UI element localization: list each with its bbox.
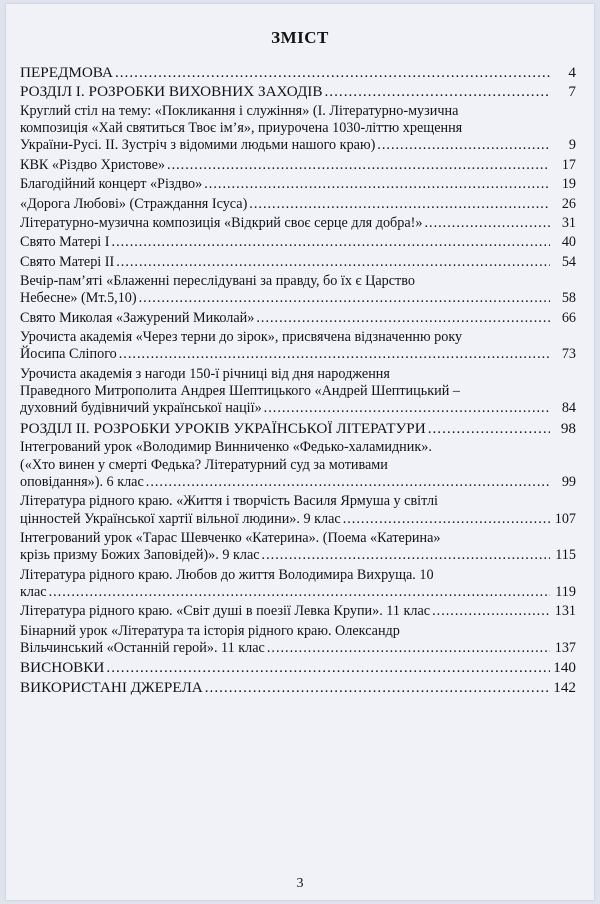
toc-entry bbox=[20, 603, 576, 620]
toc-entry-line: Інтегрований урок «Тарас Шевченко «Катерина». (Поема «Катерина» bbox=[20, 529, 441, 546]
toc-entry-title: оповідання»). 6 клас bbox=[20, 473, 144, 490]
toc-page-number: 26 bbox=[561, 195, 576, 212]
toc-entry bbox=[20, 103, 576, 155]
dot-leader bbox=[377, 137, 550, 154]
dot-leader bbox=[115, 64, 550, 81]
toc-entry-title: Благодійний концерт «Різдво» bbox=[20, 176, 203, 193]
toc-entry-title: РОЗДІЛ І. РОЗРОБКИ ВИХОВНИХ ЗАХОДІВ bbox=[20, 83, 323, 101]
dot-leader bbox=[167, 157, 550, 174]
toc-entry bbox=[20, 439, 576, 491]
toc-entry-line: Праведного Митрополита Андрея Шептицького «Андрей Шептицький – bbox=[20, 383, 460, 400]
toc-entry-final-line bbox=[20, 584, 576, 601]
toc-page-number: 4 bbox=[568, 64, 576, 81]
toc-entry bbox=[20, 493, 576, 528]
toc-entry-title: Свято Матері І bbox=[20, 234, 110, 251]
toc-page-number: 9 bbox=[568, 137, 576, 154]
page-title: ЗМІСТ bbox=[271, 28, 329, 47]
toc-entry bbox=[20, 530, 576, 565]
toc-section-entry bbox=[20, 679, 576, 696]
toc-entry-title: Вільчинський «Останній герой». 11 клас bbox=[20, 639, 265, 656]
toc-entry-title: крізь призму Божих Заповідей)». 9 клас bbox=[20, 547, 260, 564]
dot-leader bbox=[146, 474, 550, 491]
toc-entry-title: цінностей Української хартії вільної людини». 9 клас bbox=[20, 510, 341, 527]
page-number: 3 bbox=[296, 876, 304, 891]
toc-entry-final-line bbox=[20, 346, 576, 363]
toc-entry-line: Інтегрований урок «Володимир Винниченко «Федько-халамидник». bbox=[20, 439, 432, 456]
toc-page-number: 31 bbox=[561, 214, 576, 231]
dot-leader bbox=[106, 659, 550, 676]
toc-entry-title: клас bbox=[20, 583, 47, 600]
toc-entry-final-line bbox=[20, 603, 576, 620]
table-of-contents bbox=[20, 64, 576, 698]
toc-page-number: 140 bbox=[553, 659, 576, 677]
toc-entry-line: Література рідного краю. «Життя і творчість Василя Ярмуша у світлі bbox=[20, 493, 438, 510]
toc-page-number: 73 bbox=[561, 346, 576, 363]
toc-entry bbox=[20, 567, 576, 602]
dot-leader bbox=[262, 547, 550, 564]
toc-entry-title: КВК «Різдво Христове» bbox=[20, 156, 166, 173]
dot-leader bbox=[112, 234, 550, 251]
toc-page-number: 84 bbox=[561, 400, 576, 417]
dot-leader bbox=[264, 400, 550, 417]
toc-page-number: 98 bbox=[560, 419, 576, 437]
dot-leader bbox=[424, 215, 550, 232]
toc-entry bbox=[20, 176, 576, 193]
toc-entry-title: Літературно-музична композиція «Відкрий своє серце для добра!» bbox=[20, 214, 423, 231]
toc-page-number: 19 bbox=[561, 176, 576, 193]
dot-leader bbox=[205, 679, 550, 696]
toc-entry-final-line bbox=[20, 137, 576, 154]
toc-entry-final-line bbox=[20, 234, 576, 251]
toc-entry-final-line bbox=[20, 659, 576, 676]
toc-section-entry bbox=[20, 83, 576, 100]
toc-section-entry bbox=[20, 64, 576, 81]
toc-entry-title: Йосипа Сліпого bbox=[20, 346, 117, 363]
toc-entry-title: Свято Матері ІІ bbox=[20, 253, 115, 270]
toc-entry-title: ПЕРЕДМОВА bbox=[20, 64, 113, 81]
toc-entry-line: («Хто винен у смерті Федька? Літературний суд за мотивами bbox=[20, 456, 388, 473]
toc-page-number: 40 bbox=[561, 234, 576, 251]
toc-entry-line: Урочиста академія з нагоди 150-ї річниці від дня народження bbox=[20, 365, 390, 382]
toc-page-number: 137 bbox=[554, 639, 576, 656]
toc-entry bbox=[20, 329, 576, 364]
toc-entry bbox=[20, 215, 576, 232]
toc-entry-final-line bbox=[20, 310, 576, 327]
toc-entry-final-line bbox=[20, 420, 576, 437]
toc-page-number: 142 bbox=[553, 678, 576, 696]
toc-entry-line: композиція «Хай святиться Твоє ім’я», приурочена 1030-літтю хрещення bbox=[20, 120, 463, 137]
toc-entry-title: ВИКОРИСТАНІ ДЖЕРЕЛА bbox=[20, 678, 203, 696]
toc-page-number: 58 bbox=[561, 290, 576, 307]
toc-entry bbox=[20, 254, 576, 271]
toc-entry-final-line bbox=[20, 511, 576, 528]
toc-entry-final-line bbox=[20, 679, 576, 696]
toc-entry-final-line bbox=[20, 196, 576, 213]
toc-entry bbox=[20, 310, 576, 327]
toc-entry-final-line bbox=[20, 176, 576, 193]
book-page bbox=[6, 4, 594, 900]
toc-entry-line: Бінарний урок «Література та історія рідного краю. Олександр bbox=[20, 622, 400, 639]
toc-entry bbox=[20, 273, 576, 308]
toc-entry-title: Небесне» (Мт.5,10) bbox=[20, 290, 137, 307]
toc-entry-line: Вечір-пам’яті «Блаженні переслідувані за правду, бо їх є Царство bbox=[20, 273, 415, 290]
toc-entry-title: «Дорога Любові» (Страждання Ісуса) bbox=[20, 195, 248, 212]
toc-page-number: 54 bbox=[561, 253, 576, 270]
dot-leader bbox=[267, 640, 550, 657]
dot-leader bbox=[343, 511, 550, 528]
toc-page-number: 119 bbox=[555, 583, 576, 600]
dot-leader bbox=[325, 83, 551, 100]
toc-entry-final-line bbox=[20, 640, 576, 657]
toc-entry bbox=[20, 623, 576, 658]
dot-leader bbox=[119, 346, 550, 363]
toc-page-number: 7 bbox=[568, 83, 576, 101]
dot-leader bbox=[428, 420, 550, 437]
toc-entry-final-line bbox=[20, 254, 576, 271]
toc-page-number: 131 bbox=[554, 603, 576, 620]
toc-section-entry bbox=[20, 659, 576, 676]
toc-entry-final-line bbox=[20, 215, 576, 232]
toc-page-number: 66 bbox=[561, 309, 576, 326]
toc-entry-line: Круглий стіл на тему: «Покликання і служіння» (І. Літературно-музична bbox=[20, 102, 459, 119]
toc-entry-final-line bbox=[20, 157, 576, 174]
dot-leader bbox=[116, 254, 550, 271]
toc-entry bbox=[20, 234, 576, 251]
toc-entry-line: Урочиста академія «Через терни до зірок», присвячена відзначенню року bbox=[20, 329, 463, 346]
toc-entry-title: Свято Миколая «Зажурений Миколай» bbox=[20, 309, 255, 326]
dot-leader bbox=[49, 584, 550, 601]
toc-entry bbox=[20, 196, 576, 213]
toc-entry-final-line bbox=[20, 547, 576, 564]
dot-leader bbox=[432, 603, 550, 620]
dot-leader bbox=[139, 290, 550, 307]
toc-entry-title: Література рідного краю. «Світ душі в поезії Левка Крупи». 11 клас bbox=[20, 603, 431, 620]
toc-entry-final-line bbox=[20, 400, 576, 417]
dot-leader bbox=[249, 196, 550, 213]
toc-entry-final-line bbox=[20, 83, 576, 100]
toc-entry-title: РОЗДІЛ ІІ. РОЗРОБКИ УРОКІВ УКРАЇНСЬКОЇ ЛІТЕРАТУРИ bbox=[20, 419, 426, 437]
toc-page-number: 107 bbox=[554, 510, 576, 527]
toc-section-entry bbox=[20, 420, 576, 437]
toc-page-number: 115 bbox=[555, 547, 576, 564]
toc-entry-title: ВИСНОВКИ bbox=[20, 659, 105, 677]
toc-page-number: 17 bbox=[561, 156, 576, 173]
toc-entry-final-line bbox=[20, 64, 576, 81]
toc-entry bbox=[20, 366, 576, 418]
toc-entry-final-line bbox=[20, 474, 576, 491]
toc-entry-title: духовний будівничий української нації» bbox=[20, 400, 262, 417]
dot-leader bbox=[256, 310, 550, 327]
dot-leader bbox=[204, 176, 550, 193]
toc-entry-final-line bbox=[20, 290, 576, 307]
toc-page-number: 99 bbox=[561, 473, 576, 490]
toc-entry-title: України-Русі. ІІ. Зустріч з відомими людьми нашого краю) bbox=[20, 137, 376, 154]
toc-entry-line: Література рідного краю. Любов до життя Володимира Вихруща. 10 bbox=[20, 566, 434, 583]
toc-entry bbox=[20, 157, 576, 174]
